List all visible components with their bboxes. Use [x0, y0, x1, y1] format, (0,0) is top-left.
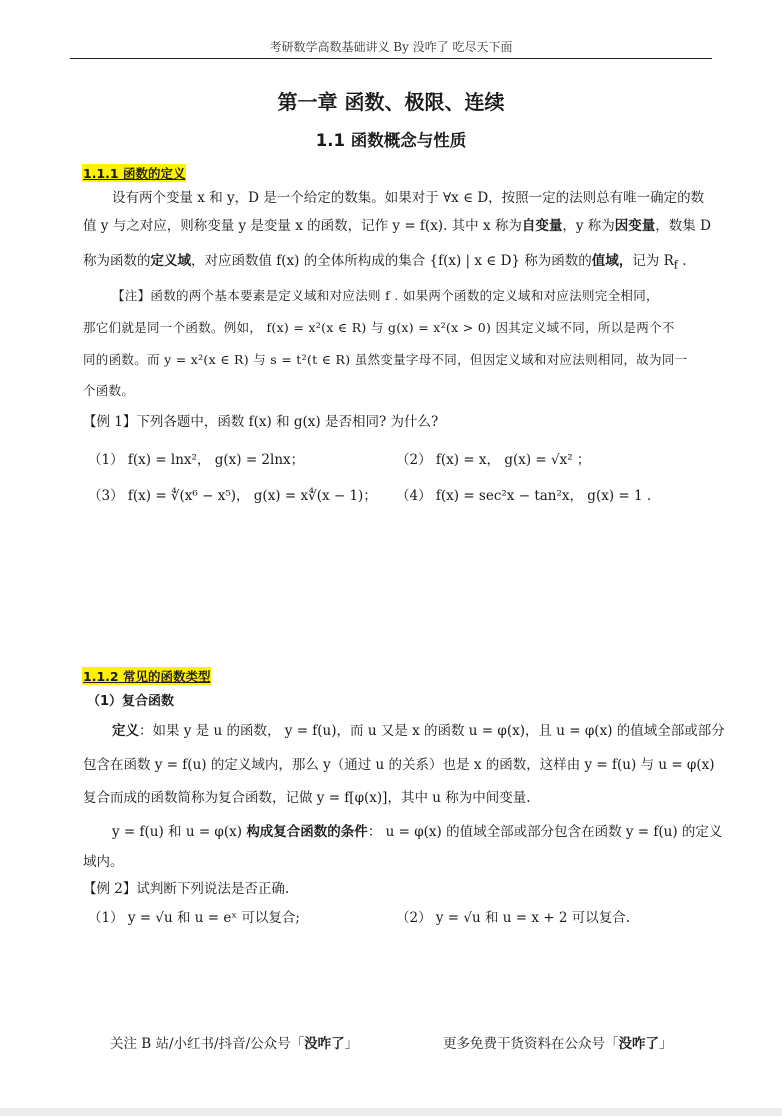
- term-definition: 定义: [112, 723, 139, 739]
- running-header: 考研数学高数基础讲义 By 没咋了 吃尽天下面: [269, 40, 513, 54]
- definition-text: 称为函数的: [83, 253, 151, 269]
- composite-definition-line-2: 包含在函数 y = f(u) 的定义域内，那么 y（通过 u 的关系）也是 x 的函数，这样由 y = f(u) 与 u = φ(x): [83, 757, 715, 773]
- subsection-composite-function: （1）复合函数: [87, 694, 175, 709]
- composite-definition-line-3: 复合而成的函数简称为复合函数，记做 y = f[φ(x)]，其中 u 称为中间变量.: [83, 790, 531, 806]
- definition-text: ，对应函数值 f(x) 的全体所构成的集合 {f(x) | x ∈ D} 称为函数的: [191, 253, 592, 269]
- header-rule: [70, 58, 712, 59]
- footer-right: [443, 1032, 673, 1052]
- footer-text: 」: [344, 1036, 359, 1052]
- composite-condition-line-2: 域内。: [83, 854, 124, 870]
- example-2-intro: 【例 2】试判断下列说法是否正确.: [83, 881, 290, 897]
- example-2-problem-2: （2） y = √u 和 u = x + 2 可以复合.: [396, 910, 631, 926]
- definition-text: ：如果 y 是 u 的函数， y = f(u)，而 u 又是 x 的函数 u = φ(x)，且 u = φ(x) 的值域全部或部分: [139, 723, 725, 739]
- note-line-2: 那它们就是同一个函数。例如， f(x) = x²(x ∈ R) 与 g(x) = x²(x > 0) 因其定义域不同，所以是两个不: [83, 320, 675, 335]
- footer-brand: 没咋了: [304, 1036, 345, 1052]
- example-1-intro: 【例 1】下列各题中，函数 f(x) 和 g(x) 是否相同? 为什么?: [83, 414, 439, 430]
- footer-left: [110, 1032, 358, 1052]
- footer-text: 」: [659, 1036, 673, 1052]
- note-line-1: 【注】函数的两个基本要素是定义域和对应法则 f . 如果两个函数的定义域和对应法则完全相同，: [112, 288, 659, 303]
- composite-definition-line-1: [112, 721, 725, 741]
- composite-condition-line-1: [112, 822, 723, 842]
- definition-text: .: [677, 253, 687, 269]
- footer-text: 更多免费干货资料在公众号「: [443, 1036, 619, 1052]
- section-heading-1-1-2: 1.1.2 常见的函数类型: [83, 669, 211, 684]
- example-1-problem-1: （1） f(x) = lnx²， g(x) = 2lnx；: [88, 452, 305, 468]
- definition-line-3: [83, 251, 712, 276]
- footer-brand: 没咋了: [618, 1036, 659, 1052]
- definition-line-2: [83, 216, 712, 236]
- example-1-problem-4: （4） f(x) = sec²x − tan²x， g(x) = 1 .: [396, 488, 652, 504]
- subscript-f: f: [673, 258, 678, 272]
- example-1-problem-2: （2） f(x) = x， g(x) = √x² ；: [396, 452, 591, 468]
- definition-text: ，y 称为: [562, 218, 615, 234]
- condition-text: ： u = φ(x) 的值域全部或部分包含在函数 y = f(u) 的定义: [367, 824, 723, 840]
- note-line-3: 同的函数。而 y = x²(x ∈ R) 与 s = t²(t ∈ R) 虽然变量字母不同，但因定义域和对应法则相同，故为同一: [83, 352, 688, 367]
- footer-text: 关注 B 站/小红书/抖音/公众号「: [110, 1036, 305, 1052]
- example-2-problem-1: （1） y = √u 和 u = eˣ 可以复合;: [88, 910, 300, 926]
- term-dependent-variable: 因变量: [614, 218, 656, 234]
- term-range: 值域，: [591, 253, 633, 269]
- note-line-4: 个函数。: [83, 383, 135, 398]
- term-independent-variable: 自变量: [521, 218, 563, 234]
- chapter-title: 第一章 函数、极限、连续: [277, 90, 505, 114]
- definition-text: 值 y 与之对应，则称变量 y 是变量 x 的函数，记作 y = f(x). 其中 x 称为: [83, 218, 522, 234]
- section-title: 1.1 函数概念与性质: [315, 131, 467, 150]
- definition-line-1: 设有两个变量 x 和 y，D 是一个给定的数集。如果对于 ∀x ∈ D，按照一定的法则总有唯一确定的数: [112, 190, 705, 206]
- definition-text: ，数集 D: [655, 218, 711, 234]
- condition-text: y = f(u) 和 u = φ(x): [112, 824, 247, 840]
- term-domain: 定义域: [150, 253, 191, 269]
- section-heading-1-1-1: 1.1.1 函数的定义: [83, 166, 186, 181]
- definition-text: 记为 R: [632, 253, 674, 269]
- page-bottom-edge: [0, 1108, 782, 1116]
- term-composite-condition: 构成复合函数的条件: [246, 824, 368, 840]
- example-1-problem-3: （3） f(x) = ∜(x⁶ − x⁵)， g(x) = x∜(x − 1)；: [88, 488, 377, 504]
